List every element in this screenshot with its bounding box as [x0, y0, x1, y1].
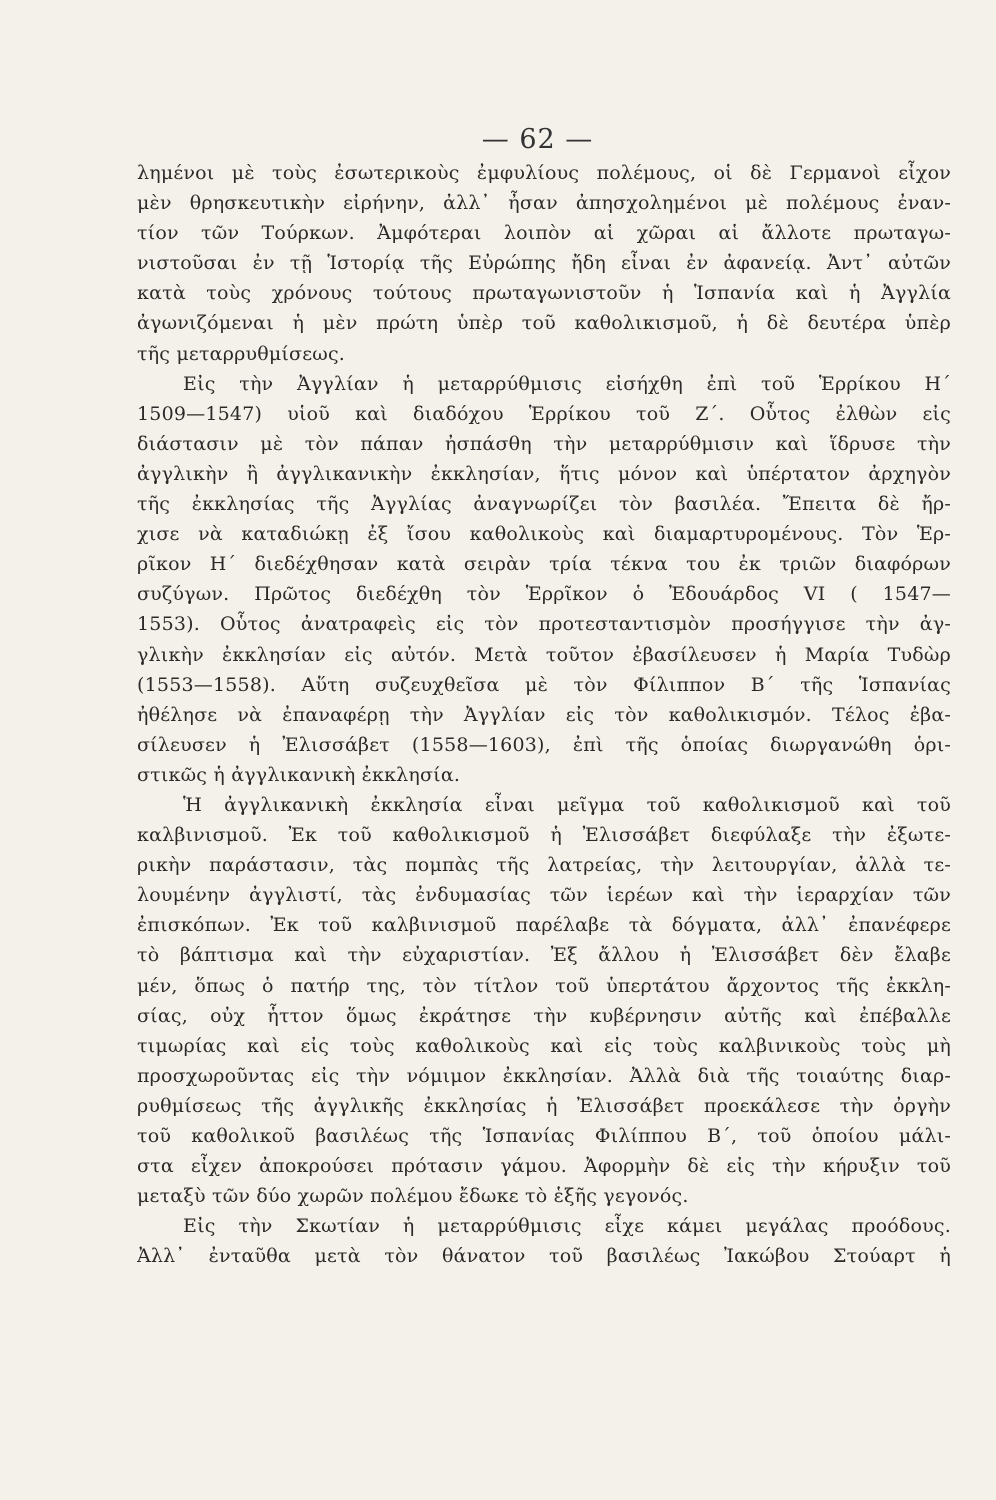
- text-line: κατὰ τοὺς χρόνους τούτους πρωταγωνιστοῦν ἡ Ἱσπανία καὶ ἡ Ἀγγλία: [137, 282, 951, 305]
- text-line: καλβινισμοῦ. Ἐκ τοῦ καθολικισμοῦ ἡ Ἐλισσάβετ διεφύλαξε τὴν ἐξωτε-: [137, 824, 951, 847]
- text-line: τιμωρίας καὶ εἰς τοὺς καθολικοὺς καὶ εἰς τοὺς καλβινικοὺς τοὺς μὴ: [137, 1034, 951, 1057]
- text-line: γλικὴν ἐκκλησίαν εἰς αὐτόν. Μετὰ τοῦτον ἐβασίλευσεν ἡ Μαρία Τυδὼρ: [137, 643, 951, 666]
- text-line: ἠθέλησε νὰ ἐπαναφέρῃ τὴν Ἀγγλίαν εἰς τὸν καθολικισμόν. Τέλος ἐβα-: [137, 703, 951, 726]
- text-line: διάστασιν μὲ τὸν πάπαν ἠσπάσθη τὴν μεταρρύθμισιν καὶ ἵδρυσε τὴν: [137, 432, 951, 455]
- text-line: μεταξὺ τῶν δύο χωρῶν πολέμου ἔδωκε τὸ ἑξῆς γεγονός.: [137, 1185, 689, 1208]
- text-line: Εἰς τὴν Σκωτίαν ἡ μεταρρύθμισις εἶχε κάμει μεγάλας προόδους.: [183, 1215, 951, 1238]
- text-line: προσχωροῦντας εἰς τὴν νόμιμον ἐκκλησίαν. Ἀλλὰ διὰ τῆς τοιαύτης διαρ-: [137, 1064, 951, 1087]
- text-line: Ἀλλ᾽ ἐνταῦθα μετὰ τὸν θάνατον τοῦ βασιλέως Ἰακώβου Στούαρτ ἡ: [137, 1245, 951, 1268]
- text-line: ρικὴν παράστασιν, τὰς πομπὰς τῆς λατρείας, τὴν λειτουργίαν, ἀλλὰ τε-: [137, 854, 951, 877]
- text-line: σίλευσεν ἡ Ἐλισσάβετ (1558—1603), ἐπὶ τῆς ὁποίας διωργανώθη ὁρι-: [137, 733, 951, 756]
- text-line: 1509—1547) υἱοῦ καὶ διαδόχου Ἑρρίκου τοῦ Ζ΄. Οὗτος ἐλθὼν εἰς: [137, 402, 951, 425]
- text-line: Ἡ ἀγγλικανικὴ ἐκκλησία εἶναι μεῖγμα τοῦ καθολικισμοῦ καὶ τοῦ: [183, 793, 951, 816]
- text-line: τὸ βάπτισμα καὶ τὴν εὐχαριστίαν. Ἐξ ἄλλου ἡ Ἐλισσάβετ δὲν ἔλαβε: [137, 944, 951, 967]
- text-line: τίον τῶν Τούρκων. Ἀμφότεραι λοιπὸν αἱ χῶραι αἱ ἄλλοτε πρωταγω-: [137, 222, 951, 245]
- text-line: χισε νὰ καταδιώκῃ ἐξ ἴσου καθολικοὺς καὶ διαμαρτυρομένους. Τὸν Ἑρ-: [137, 523, 951, 546]
- text-line: ρυθμίσεως τῆς ἀγγλικῆς ἐκκλησίας ἡ Ἐλισσάβετ προεκάλεσε τὴν ὀργὴν: [137, 1094, 951, 1117]
- text-line: στα εἶχεν ἀποκρούσει πρότασιν γάμου. Ἀφορμὴν δὲ εἰς τὴν κήρυξιν τοῦ: [137, 1155, 951, 1178]
- body-text: [137, 158, 951, 1271]
- text-line: μέν, ὅπως ὁ πατήρ της, τὸν τίτλον τοῦ ὑπερτάτου ἄρχοντος τῆς ἐκκλη-: [137, 974, 951, 997]
- text-line: λημένοι μὲ τοὺς ἐσωτερικοὺς ἐμφυλίους πολέμους, οἱ δὲ Γερμανοὶ εἶχον: [137, 162, 951, 184]
- text-line: (1553—1558). Αὕτη συζευχθεῖσα μὲ τὸν Φίλιππον Β΄ τῆς Ἱσπανίας: [137, 673, 951, 696]
- page-number: — 62 —: [481, 124, 594, 155]
- text-line: τοῦ καθολικοῦ βασιλέως τῆς Ἱσπανίας Φιλίππου Β΄, τοῦ ὁποίου μάλι-: [137, 1125, 951, 1147]
- text-line: λουμένην ἀγγλιστί, τὰς ἐνδυμασίας τῶν ἱερέων καὶ τὴν ἱεραρχίαν τῶν: [137, 884, 951, 907]
- text-line: τῆς μεταρρυθμίσεως.: [137, 342, 346, 365]
- text-line: ρῖκον Η΄ διεδέχθησαν κατὰ σειρὰν τρία τέκνα του ἐκ τριῶν διαφόρων: [137, 553, 951, 576]
- text-line: ἐπισκόπων. Ἐκ τοῦ καλβινισμοῦ παρέλαβε τὰ δόγματα, ἀλλ᾽ ἐπανέφερε: [137, 914, 951, 937]
- text-line: σίας, οὐχ ἧττον ὅμως ἐκράτησε τὴν κυβέρνησιν αὐτῆς καὶ ἐπέβαλλε: [137, 1004, 951, 1027]
- text-line: στικῶς ἡ ἀγγλικανικὴ ἐκκλησία.: [137, 763, 461, 786]
- text-line: συζύγων. Πρῶτος διεδέχθη τὸν Ἑρρῖκον ὁ Ἐδουάρδος VI ( 1547—: [137, 583, 951, 606]
- text-line: Εἰς τὴν Ἀγγλίαν ἡ μεταρρύθμισις εἰσήχθη ἐπὶ τοῦ Ἑρρίκου Η΄: [183, 372, 951, 395]
- text-line: νιστοῦσαι ἐν τῇ Ἱστορίᾳ τῆς Εὐρώπης ἤδη εἶναι ἐν ἀφανείᾳ. Ἀντ᾽ αὐτῶν: [137, 252, 951, 275]
- text-line: μὲν θρησκευτικὴν εἰρήνην, ἀλλ᾽ ἦσαν ἀπησχολημένοι μὲ πολέμους ἐναν-: [137, 192, 951, 215]
- text-line: ἀγωνιζόμεναι ἡ μὲν πρώτη ὑπὲρ τοῦ καθολικισμοῦ, ἡ δὲ δευτέρα ὑπὲρ: [137, 312, 951, 335]
- text-line: 1553). Οὗτος ἀνατραφεὶς εἰς τὸν προτεσταντισμὸν προσήγγισε τὴν ἀγ-: [137, 613, 951, 636]
- text-line: ἀγγλικὴν ἢ ἀγγλικανικὴν ἐκκλησίαν, ἥτις μόνον καὶ ὑπέρτατον ἀρχηγὸν: [137, 462, 951, 485]
- text-line: τῆς ἐκκλησίας τῆς Ἀγγλίας ἀναγνωρίζει τὸν βασιλέα. Ἔπειτα δὲ ἤρ-: [137, 493, 951, 516]
